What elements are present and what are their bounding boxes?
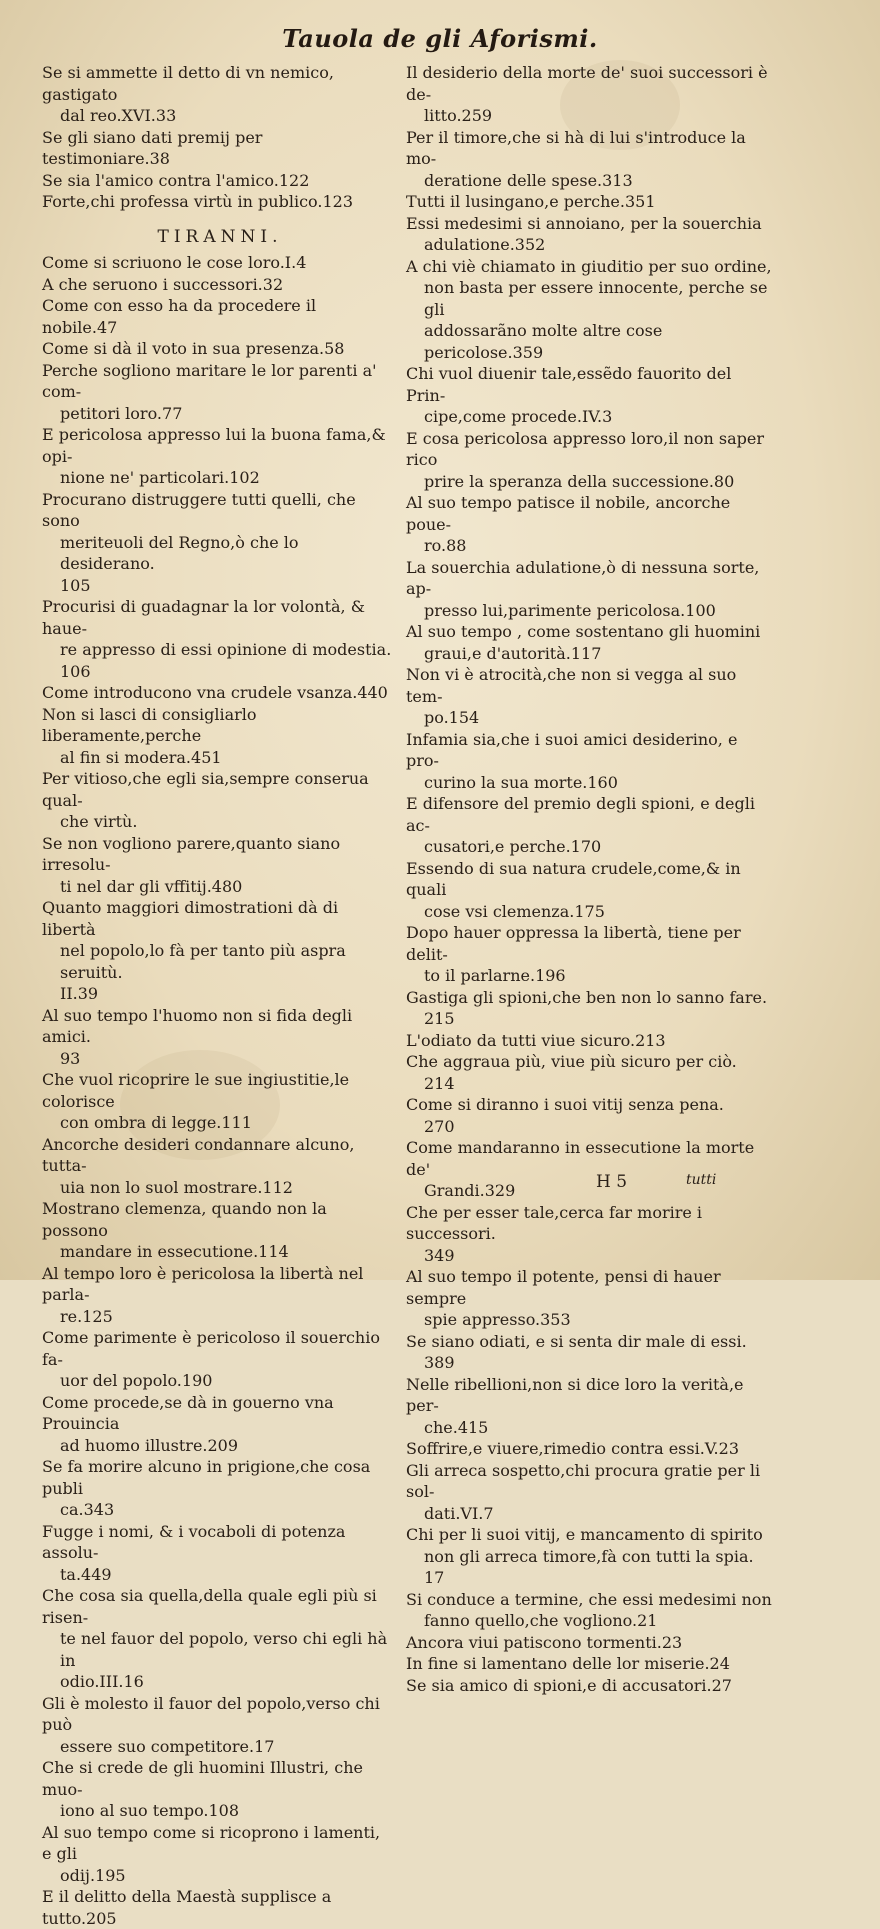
index-entry <box>42 1392 394 1457</box>
entry-continuation: uia non lo suol mostrare.112 <box>60 1177 293 1197</box>
entry-continuation: uor del popolo.190 <box>60 1371 213 1390</box>
entry-continuation: 270 <box>424 1116 455 1136</box>
entry-line: E difensore del premio degli spioni, e degli ac- <box>406 794 755 835</box>
entry-line: Si conduce a termine, che essi medesimi non <box>406 1589 772 1609</box>
index-entry <box>42 1263 394 1328</box>
index-entry <box>406 492 772 557</box>
entry-continuation: prire la speranza della successione.80 <box>424 471 735 491</box>
entry-continuation: curino la sua morte.160 <box>424 772 618 792</box>
index-entry <box>42 360 394 425</box>
entry-continuation: mandare in essecutione.114 <box>60 1242 289 1261</box>
index-entry <box>42 1521 394 1586</box>
entry-line: Al tempo loro è pericolosa la libertà nel parla- <box>42 1263 364 1304</box>
entry-continuation: non basta per essere innocente, perche se gli <box>424 278 768 319</box>
entry-continuation: 214 <box>424 1073 455 1093</box>
left-top-entries <box>42 62 394 213</box>
entry-line: Come procede,se dà in gouerno vna Prouincia <box>42 1392 334 1433</box>
index-entry <box>42 1456 394 1521</box>
signature-mark: H 5 <box>596 1172 628 1192</box>
entry-line: Se fa morire alcuno in prigione,che cosa publi <box>42 1457 371 1498</box>
right-entries <box>406 62 772 1696</box>
entry-continuation: nione ne' particolari.102 <box>60 468 260 487</box>
index-entry <box>406 1438 772 1460</box>
index-entry <box>406 1374 772 1439</box>
entry-continuation: cose vsi clemenza.175 <box>424 901 605 921</box>
index-entry <box>406 1266 772 1331</box>
entry-line: E cosa pericolosa appresso loro,il non saper rico <box>406 428 765 469</box>
entry-line: Che per esser tale,cerca far morire i successori. <box>406 1202 703 1243</box>
index-entry <box>42 424 394 489</box>
entry-line: Tutti il lusingano,e perche.351 <box>406 192 656 211</box>
index-entry <box>406 62 772 127</box>
entry-line: Quanto maggiori dimostrationi dà di libertà <box>42 898 339 939</box>
entry-line: Essendo di sua natura crudele,come,& in quali <box>406 858 741 899</box>
entry-line: Fugge i nomi, & i vocaboli di potenza assolu- <box>42 1521 346 1562</box>
index-entry <box>406 1137 772 1202</box>
index-entry <box>42 1757 394 1822</box>
entry-continuation: deratione delle spese.313 <box>424 170 633 190</box>
entry-continuation: 389 <box>424 1353 455 1372</box>
entry-continuation: 349 <box>424 1245 455 1265</box>
entry-continuation: spie appresso.353 <box>424 1310 571 1329</box>
index-entry <box>406 664 772 729</box>
entry-line: In fine si lamentano delle lor miserie.24 <box>406 1654 730 1673</box>
page-header: Tauola de gli Aforismi. <box>282 24 598 53</box>
entry-line: Se non vogliono parere,quanto siano irresolu- <box>42 833 341 874</box>
entry-line: Come si scriuono le cose loro.I.4 <box>42 253 307 272</box>
index-entry <box>406 1632 772 1654</box>
entry-continuation: te nel fauor del popolo, verso chi egli hà in <box>60 1629 388 1670</box>
entry-line: Per vitioso,che egli sia,sempre conserua qual- <box>42 769 369 810</box>
entry-line: Mostrano clemenza, quando non la possono <box>42 1199 327 1240</box>
index-entry <box>42 1886 394 1929</box>
right-column <box>406 62 772 1696</box>
entry-line: E pericolosa appresso lui la buona fama,& opi- <box>42 425 386 466</box>
entry-continuation: fanno quello,che vogliono.21 <box>424 1611 658 1630</box>
index-entry <box>42 170 394 192</box>
entry-continuation: odij.195 <box>60 1865 126 1885</box>
entry-line: Perche sogliono maritare le lor parenti a' com- <box>42 360 377 401</box>
entry-continuation: che virtù. <box>60 812 138 831</box>
index-entry <box>406 858 772 923</box>
entry-continuation: addossarãno molte altre cose pericolose.359 <box>424 321 663 362</box>
entry-line: La souerchia adulatione,ò di nessuna sorte, ap- <box>406 557 760 598</box>
entry-line: Come si dà il voto in sua presenza.58 <box>42 339 345 358</box>
index-entry <box>42 682 394 704</box>
entry-continuation: re.125 <box>60 1306 113 1326</box>
entry-continuation: ca.343 <box>60 1500 115 1519</box>
index-entry <box>42 1327 394 1392</box>
entry-line: A che seruono i successori.32 <box>42 274 284 294</box>
index-entry <box>406 363 772 428</box>
index-entry <box>42 704 394 769</box>
index-entry <box>42 1585 394 1693</box>
entry-continuation: che.415 <box>424 1417 489 1437</box>
entry-line: Se gli siano dati premij per testimoniare.38 <box>42 127 263 168</box>
index-entry <box>42 1198 394 1263</box>
index-entry <box>406 557 772 622</box>
entry-continuation: non gli arreca timore,fà con tutti la spia. <box>424 1546 754 1566</box>
entry-continuation: 17 <box>424 1568 445 1587</box>
entry-continuation: ta.449 <box>60 1564 112 1584</box>
entry-line: Se si ammette il detto di vn nemico, gastigato <box>42 63 334 104</box>
entry-line: Come con esso ha da procedere il nobile.47 <box>42 296 317 337</box>
entry-line: Per il timore,che si hà di lui s'introduce la mo- <box>406 127 746 168</box>
entry-line: Se sia l'amico contra l'amico.122 <box>42 170 310 190</box>
index-entry <box>42 295 394 338</box>
index-entry <box>406 1094 772 1137</box>
entry-line: Al suo tempo l'huomo non si fida degli amici. <box>42 1005 353 1046</box>
entry-continuation: ad huomo illustre.209 <box>60 1435 239 1455</box>
entry-continuation: ro.88 <box>424 536 467 555</box>
index-entry <box>406 1460 772 1525</box>
index-entry <box>42 833 394 898</box>
index-entry <box>42 252 394 274</box>
entry-line: Se siano odiati, e si senta dir male di essi. <box>406 1331 747 1351</box>
entry-continuation: 105 <box>60 575 91 595</box>
entry-continuation: dati.VI.7 <box>424 1503 494 1523</box>
entry-continuation: adulatione.352 <box>424 235 546 254</box>
entry-line: Non si lasci di consigliarlo liberamente,perche <box>42 704 257 745</box>
index-entry <box>42 1005 394 1070</box>
entry-continuation: essere suo competitore.17 <box>60 1736 275 1756</box>
index-entry <box>42 191 394 213</box>
index-entry <box>406 621 772 664</box>
index-entry <box>42 62 394 127</box>
entry-continuation: 93 <box>60 1048 81 1068</box>
index-entry <box>406 1675 772 1697</box>
entry-continuation: presso lui,parimente pericolosa.100 <box>424 600 716 620</box>
entry-line: Al suo tempo patisce il nobile, ancorche poue- <box>406 493 731 534</box>
index-entry <box>42 596 394 682</box>
entry-line: Chi per li suoi vitij, e mancamento di spirito <box>406 1525 763 1544</box>
index-entry <box>406 1589 772 1632</box>
entry-continuation: odio.III.16 <box>60 1672 144 1691</box>
entry-line: Al suo tempo il potente, pensi di hauer sempre <box>406 1267 721 1308</box>
entry-continuation: cipe,come procede.IV.3 <box>424 407 613 426</box>
index-entry <box>42 1134 394 1199</box>
index-entry <box>406 428 772 493</box>
index-entry <box>406 127 772 192</box>
index-entry <box>406 1202 772 1267</box>
entry-line: Al suo tempo come si ricoprono i lamenti, e gli <box>42 1822 381 1863</box>
entry-line: Dopo hauer oppressa la libertà, tiene per delit- <box>406 923 741 964</box>
entry-line: A chi viè chiamato in giuditio per suo ordine, <box>406 256 772 276</box>
index-entry <box>42 1693 394 1758</box>
entry-line: Che vuol ricoprire le sue ingiustitie,le colorisce <box>42 1070 350 1111</box>
left-entries <box>42 252 394 1929</box>
entry-continuation: petitori loro.77 <box>60 403 183 423</box>
entry-line: Come introducono vna crudele vsanza.440 <box>42 683 388 702</box>
index-entry <box>406 1653 772 1675</box>
index-entry <box>42 768 394 833</box>
entry-line: Che aggraua più, viue più sicuro per ciò. <box>406 1052 737 1071</box>
entry-line: Infamia sia,che i suoi amici desiderino, e pro- <box>406 729 738 770</box>
entry-continuation: meriteuoli del Regno,ò che lo desiderano. <box>60 532 299 573</box>
index-entry <box>42 1069 394 1134</box>
catchword: tutti <box>686 1172 717 1188</box>
entry-line: Che cosa sia quella,della quale egli più si risen- <box>42 1586 377 1627</box>
entry-line: Ancorche desideri condannare alcuno, tutta- <box>42 1134 355 1175</box>
entry-line: L'odiato da tutti viue sicuro.213 <box>406 1030 666 1050</box>
entry-line: Se sia amico di spioni,e di accusatori.27 <box>406 1675 732 1695</box>
index-entry <box>406 213 772 256</box>
index-entry <box>406 1524 772 1589</box>
entry-continuation: con ombra di legge.111 <box>60 1113 252 1132</box>
entry-line: Non vi è atrocità,che non si vegga al suo tem- <box>406 665 737 706</box>
index-entry <box>42 489 394 597</box>
entry-continuation: cusatori,e perche.170 <box>424 837 602 856</box>
entry-line: Soffrire,e viuere,rimedio contra essi.V.23 <box>406 1439 739 1458</box>
entry-line: Forte,chi professa virtù in publico.123 <box>42 192 354 211</box>
index-entry <box>406 729 772 794</box>
entry-line: Il desiderio della morte de' suoi successori è de- <box>406 63 768 104</box>
entry-continuation: ti nel dar gli vffitij.480 <box>60 876 243 896</box>
index-entry <box>406 987 772 1030</box>
entry-continuation: Grandi.329 <box>424 1181 516 1200</box>
index-entry <box>42 1822 394 1887</box>
entry-continuation: al fin si modera.451 <box>60 747 222 767</box>
entry-line: Come mandaranno in essecutione la morte de' <box>406 1138 755 1179</box>
entry-line: E il delitto della Maestà supplisce a tutto.205 <box>42 1887 332 1928</box>
entry-line: Chi vuol diuenir tale,essẽdo fauorito del Prin- <box>406 364 732 405</box>
entry-line: Come si diranno i suoi vitij senza pena. <box>406 1095 724 1114</box>
index-entry <box>406 191 772 213</box>
left-column <box>42 62 394 1929</box>
index-entry <box>406 1331 772 1374</box>
entry-continuation: graui,e d'autorità.117 <box>424 643 602 663</box>
entry-continuation: iono al suo tempo.108 <box>60 1801 240 1820</box>
index-entry <box>42 897 394 1005</box>
section-title: TIRANNI. <box>157 226 283 247</box>
entry-continuation: dal reo.XVI.33 <box>60 106 177 125</box>
index-entry <box>406 256 772 364</box>
entry-line: Gastiga gli spioni,che ben non lo sanno fare. <box>406 987 768 1007</box>
entry-line: Essi medesimi si annoiano, per la souerchia <box>406 213 762 233</box>
entry-line: Che si crede de gli huomini Illustri, che muo- <box>42 1758 363 1799</box>
entry-line: Procurisi di guadagnar la lor volontà, & haue- <box>42 597 365 638</box>
entry-continuation: 215 <box>424 1009 455 1028</box>
entry-line: Nelle ribellioni,non si dice loro la verità,e per- <box>406 1374 744 1415</box>
entry-line: Come parimente è pericoloso il souerchio fa- <box>42 1328 380 1369</box>
entry-line: Ancora viui patiscono tormenti.23 <box>406 1632 683 1652</box>
index-entry <box>406 793 772 858</box>
entry-line: Al suo tempo , come sostentano gli huomini <box>406 622 761 641</box>
entry-continuation: litto.259 <box>424 106 493 125</box>
entry-line: Gli è molesto il fauor del popolo,verso chi può <box>42 1693 380 1734</box>
entry-continuation: re appresso di essi opinione di modestia. 106 <box>60 640 392 681</box>
entry-line: Procurano distruggere tutti quelli, che sono <box>42 489 356 530</box>
index-entry <box>42 127 394 170</box>
index-entry <box>42 274 394 296</box>
index-entry <box>406 1030 772 1052</box>
index-entry <box>42 338 394 360</box>
index-entry <box>406 922 772 987</box>
entry-continuation: po.154 <box>424 708 480 727</box>
entry-continuation: II.39 <box>60 984 99 1003</box>
index-entry <box>406 1051 772 1094</box>
entry-continuation: to il parlarne.196 <box>424 966 566 985</box>
entry-continuation: nel popolo,lo fà per tanto più aspra seruitù. <box>60 941 346 982</box>
entry-line: Gli arreca sospetto,chi procura gratie per li sol- <box>406 1460 761 1501</box>
